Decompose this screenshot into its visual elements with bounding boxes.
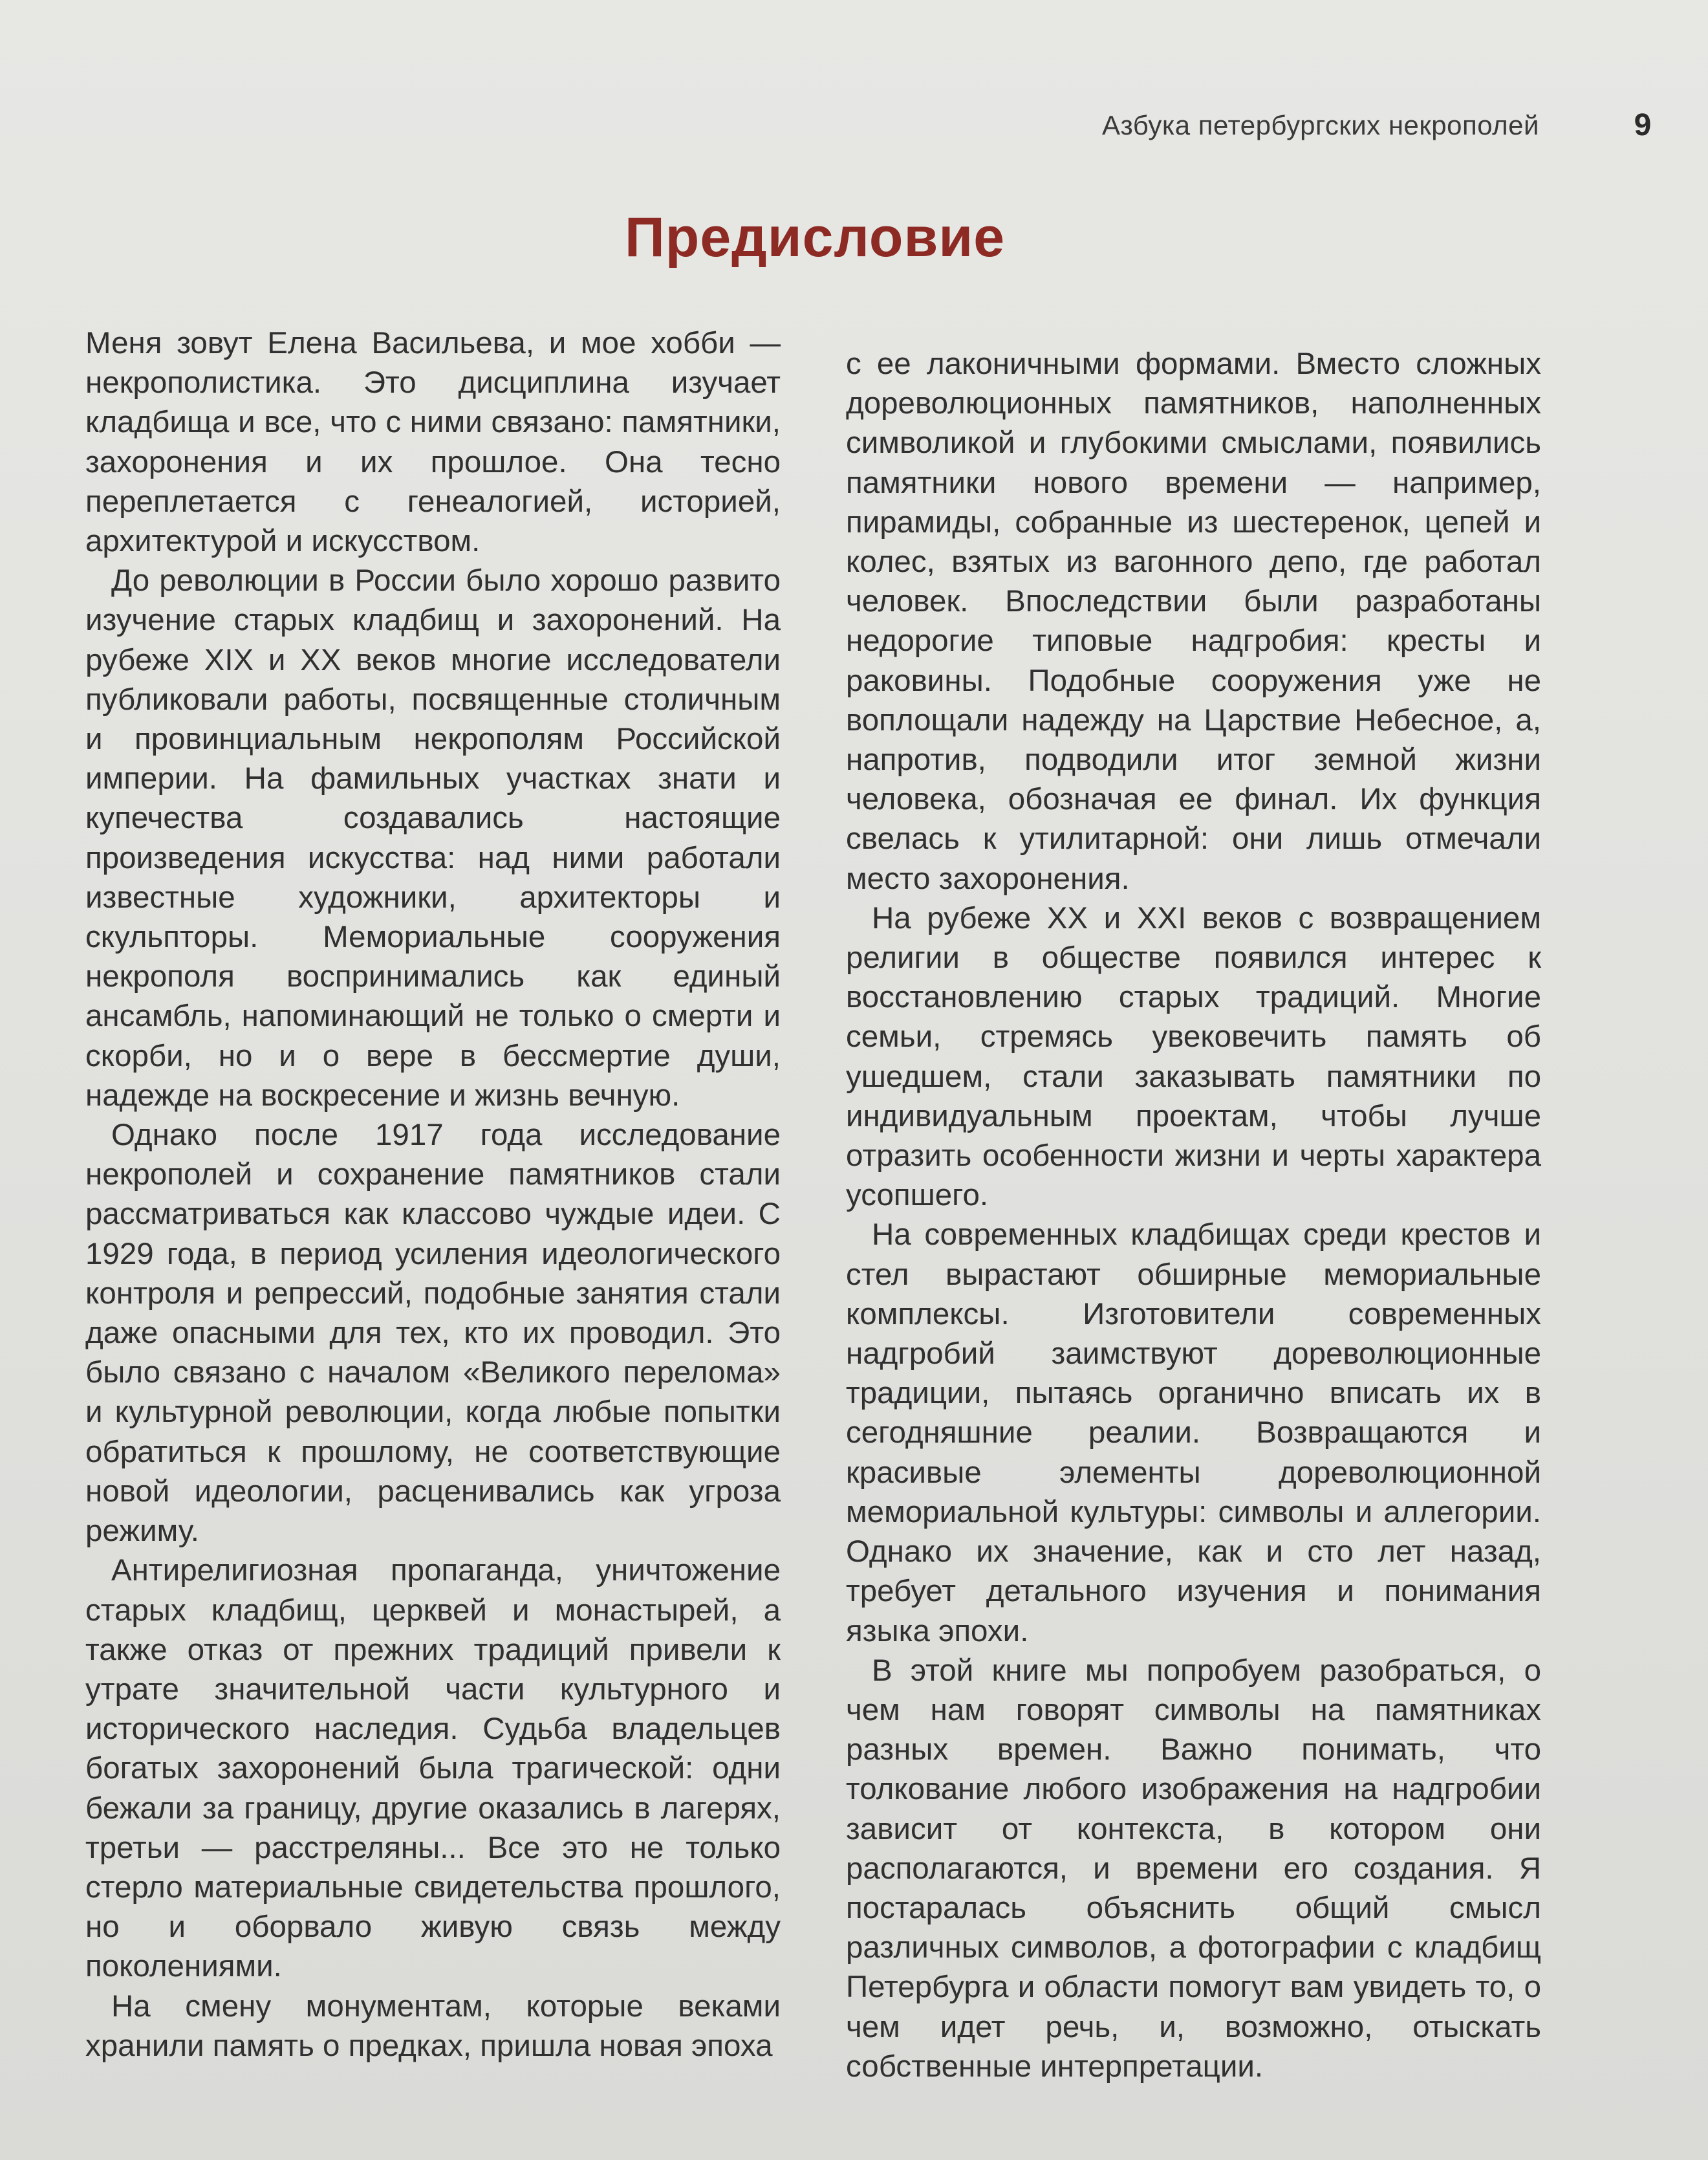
page-number: 9 xyxy=(1634,108,1652,142)
paragraph: На рубеже XX и XXI веков с возвращением религии в обществе появился интерес к восстановлению старых традиций. Многие семьи, стремясь увековечить память об ушедшем, стали заказывать памятники по индивидуальным проектам, чтобы лучше отразить особенности жизни и черты характера усопшего. xyxy=(846,900,1541,1213)
paragraph: Однако после 1917 года исследование некрополей и сохранение памятников стали рассматриваться как классово чуждые идеи. С 1929 года, в период усиления идеологического контроля и репрессий, подобные занятия стали даже опасными для тех, кто их проводил. Это было связано с началом «Великого перелома» и культурной революции, когда любые попытки обратиться к прошлому, не соответствующие новой идеологии, расценивались как угроза режиму. xyxy=(85,1118,781,1549)
paragraph: В этой книге мы попробуем разобраться, о чем нам говорят символы на памятниках разных времен. Важно понимать, что толкование любого изображения на надгробии зависит от контекста, в котором они располагаются, и времени его создания. Я постаралась объяснить общий смысл различных символов, а фотографии с кладбищ Петербурга и области помогут вам увидеть то, о чем идет речь, и, возможно, отыскать собственные интерпретации. xyxy=(846,1653,1541,2084)
right-text-column xyxy=(846,344,1541,2086)
left-text-column xyxy=(85,323,781,2066)
paragraph: с ее лаконичными формами. Вместо сложных дореволюционных памятников, наполненных символикой и глубокими смыслами, появились памятники нового времени — например, пирамиды, собранные из шестеренок, цепей и колес, взятых из вагонного депо, где работал человек. Впоследствии были разработаны недорогие типовые надгробия: кресты и раковины. Подобные сооружения уже не воплощали надежду на Царствие Небесное, а, напротив, подводили итог земной жизни человека, обозначая ее финал. Их функция свелась к утилитарной: они лишь отмечали место захоронения. xyxy=(846,347,1541,896)
chapter-title: Предисловие xyxy=(624,206,1006,268)
paragraph: Антирелигиозная пропаганда, уничтожение старых кладбищ, церквей и монастырей, а также отказ от прежних традиций привели к утрате значительной части культурного и исторического наследия. Судьба владельцев богатых захоронений была трагической: одни бежали за границу, другие оказались в лагерях, третьи — расстреляны... Все это не только стерло материальные свидетельства прошлого, но и оборвало живую связь между поколениями. xyxy=(85,1553,781,1984)
running-head: Азбука петербургских некрополей xyxy=(1101,110,1539,140)
paragraph: До революции в России было хорошо развито изучение старых кладбищ и захоронений. На рубеже XIX и XX веков многие исследователи публиковали работы, посвященные столичным и провинциальным некрополям Российской империи. На фамильных участках знати и купечества создавались настоящие произведения искусства: над ними работали известные художники, архитекторы и скульпторы. Мемориальные сооружения некрополя воспринимались как единый ансамбль, напоминающий не только о смерти и скорби, но и о вере в бессмертие души, надежде на воскресение и жизнь вечную. xyxy=(85,563,781,1113)
paragraph: На современных кладбищах среди крестов и стел вырастают обширные мемориальные комплексы. Изготовители современных надгробий заимствуют дореволюционные традиции, пытаясь органично вписать их в сегодняшние реалии. Возвращаются и красивые элементы дореволюционной мемориальной культуры: символы и аллегории. Однако их значение, как и сто лет назад, требует детального изучения и понимания языка эпохи. xyxy=(846,1217,1541,1648)
paragraph: Меня зовут Елена Васильева, и мое хобби — некрополистика. Это дисциплина изучает кладбища и все, что с ними связано: памятники, захоронения и их прошлое. Она тесно переплетается с генеалогией, историей, архитектурой и искусством. xyxy=(85,326,781,559)
paragraph: На смену монументам, которые веками хранили память о предках, пришла новая эпоха xyxy=(85,1989,781,2063)
